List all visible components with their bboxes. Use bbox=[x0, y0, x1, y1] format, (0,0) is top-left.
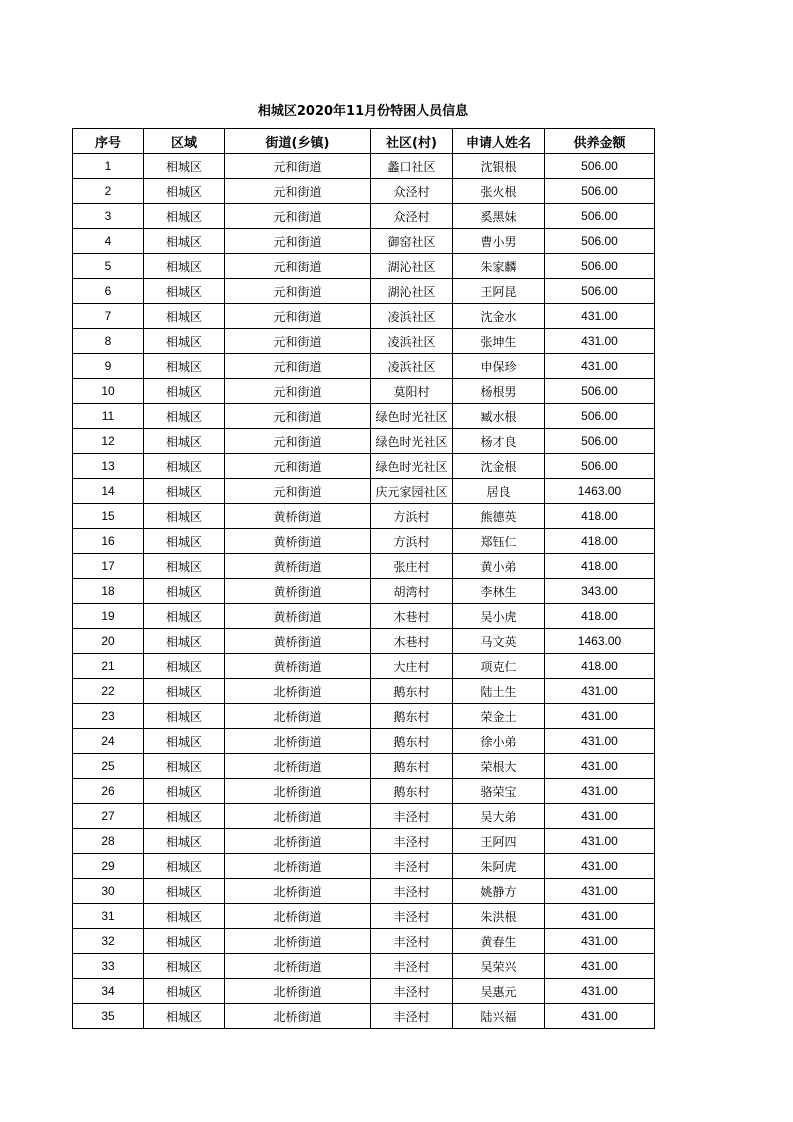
header-name: 申请人姓名 bbox=[453, 129, 545, 154]
cell-district: 相城区 bbox=[144, 854, 225, 879]
cell-district: 相城区 bbox=[144, 479, 225, 504]
cell-amount: 506.00 bbox=[545, 279, 655, 304]
cell-street: 元和街道 bbox=[225, 429, 371, 454]
cell-seq: 24 bbox=[73, 729, 144, 754]
cell-community: 众泾村 bbox=[371, 204, 453, 229]
table-header bbox=[73, 129, 655, 154]
cell-community: 凌浜社区 bbox=[371, 329, 453, 354]
cell-amount: 506.00 bbox=[545, 429, 655, 454]
cell-street: 北桥街道 bbox=[225, 704, 371, 729]
cell-amount: 506.00 bbox=[545, 229, 655, 254]
table-row bbox=[73, 279, 655, 304]
cell-seq: 23 bbox=[73, 704, 144, 729]
table-row bbox=[73, 779, 655, 804]
cell-amount: 431.00 bbox=[545, 804, 655, 829]
table-row bbox=[73, 954, 655, 979]
cell-street: 北桥街道 bbox=[225, 929, 371, 954]
cell-community: 蠡口社区 bbox=[371, 154, 453, 179]
table-row bbox=[73, 829, 655, 854]
cell-seq: 10 bbox=[73, 379, 144, 404]
cell-seq: 9 bbox=[73, 354, 144, 379]
cell-seq: 28 bbox=[73, 829, 144, 854]
cell-name: 吴荣兴 bbox=[453, 954, 545, 979]
cell-district: 相城区 bbox=[144, 979, 225, 1004]
cell-district: 相城区 bbox=[144, 179, 225, 204]
cell-seq: 8 bbox=[73, 329, 144, 354]
cell-community: 湖沁社区 bbox=[371, 254, 453, 279]
cell-street: 北桥街道 bbox=[225, 804, 371, 829]
cell-street: 元和街道 bbox=[225, 279, 371, 304]
cell-name: 李林生 bbox=[453, 579, 545, 604]
cell-amount: 431.00 bbox=[545, 954, 655, 979]
cell-name: 杨才良 bbox=[453, 429, 545, 454]
table-row bbox=[73, 854, 655, 879]
cell-amount: 418.00 bbox=[545, 654, 655, 679]
cell-district: 相城区 bbox=[144, 429, 225, 454]
cell-district: 相城区 bbox=[144, 204, 225, 229]
cell-district: 相城区 bbox=[144, 504, 225, 529]
cell-name: 姚静方 bbox=[453, 879, 545, 904]
cell-seq: 32 bbox=[73, 929, 144, 954]
cell-seq: 18 bbox=[73, 579, 144, 604]
page-title: 相城区2020年11月份特困人员信息 bbox=[257, 104, 469, 119]
cell-name: 徐小弟 bbox=[453, 729, 545, 754]
cell-community: 丰泾村 bbox=[371, 979, 453, 1004]
table-row bbox=[73, 554, 655, 579]
table-row bbox=[73, 179, 655, 204]
cell-community: 方浜村 bbox=[371, 529, 453, 554]
cell-community: 丰泾村 bbox=[371, 1004, 453, 1029]
cell-community: 御窑社区 bbox=[371, 229, 453, 254]
cell-seq: 26 bbox=[73, 779, 144, 804]
cell-street: 元和街道 bbox=[225, 304, 371, 329]
cell-street: 元和街道 bbox=[225, 379, 371, 404]
cell-name: 朱阿虎 bbox=[453, 854, 545, 879]
table-row bbox=[73, 304, 655, 329]
cell-amount: 506.00 bbox=[545, 379, 655, 404]
cell-district: 相城区 bbox=[144, 229, 225, 254]
cell-name: 骆荣宝 bbox=[453, 779, 545, 804]
cell-district: 相城区 bbox=[144, 604, 225, 629]
cell-amount: 1463.00 bbox=[545, 479, 655, 504]
cell-street: 北桥街道 bbox=[225, 904, 371, 929]
cell-community: 莫阳村 bbox=[371, 379, 453, 404]
cell-seq: 3 bbox=[73, 204, 144, 229]
cell-street: 北桥街道 bbox=[225, 854, 371, 879]
cell-district: 相城区 bbox=[144, 329, 225, 354]
cell-amount: 431.00 bbox=[545, 829, 655, 854]
cell-name: 黄春生 bbox=[453, 929, 545, 954]
cell-seq: 27 bbox=[73, 804, 144, 829]
table-row bbox=[73, 579, 655, 604]
cell-seq: 16 bbox=[73, 529, 144, 554]
cell-district: 相城区 bbox=[144, 579, 225, 604]
cell-amount: 418.00 bbox=[545, 529, 655, 554]
cell-name: 吴小虎 bbox=[453, 604, 545, 629]
header-seq: 序号 bbox=[73, 129, 144, 154]
cell-seq: 25 bbox=[73, 754, 144, 779]
cell-community: 木巷村 bbox=[371, 604, 453, 629]
cell-community: 方浜村 bbox=[371, 504, 453, 529]
cell-name: 项克仁 bbox=[453, 654, 545, 679]
cell-name: 吴大弟 bbox=[453, 804, 545, 829]
cell-street: 北桥街道 bbox=[225, 729, 371, 754]
table-row bbox=[73, 654, 655, 679]
cell-community: 丰泾村 bbox=[371, 829, 453, 854]
cell-community: 大庄村 bbox=[371, 654, 453, 679]
cell-street: 黄桥街道 bbox=[225, 504, 371, 529]
cell-street: 北桥街道 bbox=[225, 679, 371, 704]
cell-amount: 431.00 bbox=[545, 979, 655, 1004]
cell-name: 居良 bbox=[453, 479, 545, 504]
cell-district: 相城区 bbox=[144, 379, 225, 404]
cell-name: 王阿昆 bbox=[453, 279, 545, 304]
cell-amount: 431.00 bbox=[545, 879, 655, 904]
cell-seq: 11 bbox=[73, 404, 144, 429]
cell-seq: 15 bbox=[73, 504, 144, 529]
table-row bbox=[73, 704, 655, 729]
cell-amount: 431.00 bbox=[545, 304, 655, 329]
cell-street: 北桥街道 bbox=[225, 754, 371, 779]
cell-name: 沈银根 bbox=[453, 154, 545, 179]
cell-district: 相城区 bbox=[144, 629, 225, 654]
cell-seq: 31 bbox=[73, 904, 144, 929]
cell-amount: 431.00 bbox=[545, 754, 655, 779]
cell-amount: 431.00 bbox=[545, 729, 655, 754]
cell-seq: 19 bbox=[73, 604, 144, 629]
cell-district: 相城区 bbox=[144, 654, 225, 679]
cell-amount: 431.00 bbox=[545, 1004, 655, 1029]
table-row bbox=[73, 629, 655, 654]
cell-seq: 12 bbox=[73, 429, 144, 454]
cell-community: 丰泾村 bbox=[371, 804, 453, 829]
cell-name: 荣金土 bbox=[453, 704, 545, 729]
cell-name: 黄小弟 bbox=[453, 554, 545, 579]
cell-amount: 431.00 bbox=[545, 679, 655, 704]
table-row bbox=[73, 529, 655, 554]
cell-amount: 418.00 bbox=[545, 604, 655, 629]
cell-district: 相城区 bbox=[144, 754, 225, 779]
cell-amount: 506.00 bbox=[545, 454, 655, 479]
cell-street: 北桥街道 bbox=[225, 954, 371, 979]
cell-community: 鹅东村 bbox=[371, 754, 453, 779]
cell-district: 相城区 bbox=[144, 704, 225, 729]
cell-seq: 1 bbox=[73, 154, 144, 179]
cell-seq: 7 bbox=[73, 304, 144, 329]
cell-district: 相城区 bbox=[144, 154, 225, 179]
cell-name: 荣根大 bbox=[453, 754, 545, 779]
cell-seq: 14 bbox=[73, 479, 144, 504]
cell-name: 马文英 bbox=[453, 629, 545, 654]
cell-community: 绿色时光社区 bbox=[371, 454, 453, 479]
table-row bbox=[73, 429, 655, 454]
cell-district: 相城区 bbox=[144, 279, 225, 304]
cell-name: 陆兴福 bbox=[453, 1004, 545, 1029]
cell-name: 申保珍 bbox=[453, 354, 545, 379]
cell-community: 丰泾村 bbox=[371, 954, 453, 979]
table-row bbox=[73, 904, 655, 929]
cell-community: 丰泾村 bbox=[371, 929, 453, 954]
cell-district: 相城区 bbox=[144, 354, 225, 379]
cell-seq: 2 bbox=[73, 179, 144, 204]
cell-community: 鹅东村 bbox=[371, 729, 453, 754]
cell-street: 北桥街道 bbox=[225, 779, 371, 804]
cell-seq: 30 bbox=[73, 879, 144, 904]
cell-amount: 418.00 bbox=[545, 504, 655, 529]
cell-name: 朱家麟 bbox=[453, 254, 545, 279]
table-row bbox=[73, 604, 655, 629]
table-row bbox=[73, 254, 655, 279]
cell-name: 曹小男 bbox=[453, 229, 545, 254]
cell-community: 湖沁社区 bbox=[371, 279, 453, 304]
cell-street: 元和街道 bbox=[225, 454, 371, 479]
cell-name: 郑钰仁 bbox=[453, 529, 545, 554]
cell-name: 臧水根 bbox=[453, 404, 545, 429]
table-row bbox=[73, 454, 655, 479]
cell-amount: 506.00 bbox=[545, 154, 655, 179]
cell-community: 木巷村 bbox=[371, 629, 453, 654]
cell-seq: 35 bbox=[73, 1004, 144, 1029]
cell-street: 黄桥街道 bbox=[225, 654, 371, 679]
cell-district: 相城区 bbox=[144, 554, 225, 579]
header-district: 区域 bbox=[144, 129, 225, 154]
cell-seq: 5 bbox=[73, 254, 144, 279]
cell-seq: 21 bbox=[73, 654, 144, 679]
cell-street: 北桥街道 bbox=[225, 1004, 371, 1029]
cell-street: 元和街道 bbox=[225, 179, 371, 204]
cell-district: 相城区 bbox=[144, 404, 225, 429]
cell-street: 黄桥街道 bbox=[225, 554, 371, 579]
cell-name: 王阿四 bbox=[453, 829, 545, 854]
recipient-table bbox=[72, 128, 655, 1029]
table-row bbox=[73, 154, 655, 179]
table-row bbox=[73, 729, 655, 754]
header-street: 街道(乡镇) bbox=[225, 129, 371, 154]
cell-district: 相城区 bbox=[144, 954, 225, 979]
cell-street: 元和街道 bbox=[225, 204, 371, 229]
table-row bbox=[73, 979, 655, 1004]
table-row bbox=[73, 354, 655, 379]
cell-community: 胡湾村 bbox=[371, 579, 453, 604]
cell-amount: 506.00 bbox=[545, 254, 655, 279]
table-body bbox=[73, 154, 655, 1029]
cell-street: 元和街道 bbox=[225, 404, 371, 429]
cell-seq: 33 bbox=[73, 954, 144, 979]
cell-amount: 431.00 bbox=[545, 354, 655, 379]
cell-district: 相城区 bbox=[144, 1004, 225, 1029]
cell-community: 绿色时光社区 bbox=[371, 404, 453, 429]
table-row bbox=[73, 204, 655, 229]
cell-street: 北桥街道 bbox=[225, 979, 371, 1004]
cell-district: 相城区 bbox=[144, 804, 225, 829]
cell-name: 杨根男 bbox=[453, 379, 545, 404]
table-row bbox=[73, 1004, 655, 1029]
header-row bbox=[73, 129, 655, 154]
cell-amount: 431.00 bbox=[545, 329, 655, 354]
cell-seq: 17 bbox=[73, 554, 144, 579]
cell-district: 相城区 bbox=[144, 779, 225, 804]
cell-street: 元和街道 bbox=[225, 229, 371, 254]
cell-street: 元和街道 bbox=[225, 154, 371, 179]
cell-community: 鹅东村 bbox=[371, 679, 453, 704]
table-row bbox=[73, 404, 655, 429]
cell-district: 相城区 bbox=[144, 729, 225, 754]
cell-name: 张坤生 bbox=[453, 329, 545, 354]
cell-community: 凌浜社区 bbox=[371, 354, 453, 379]
table-row bbox=[73, 479, 655, 504]
cell-seq: 22 bbox=[73, 679, 144, 704]
cell-seq: 13 bbox=[73, 454, 144, 479]
cell-street: 黄桥街道 bbox=[225, 604, 371, 629]
cell-community: 庆元家园社区 bbox=[371, 479, 453, 504]
cell-community: 绿色时光社区 bbox=[371, 429, 453, 454]
cell-name: 陆土生 bbox=[453, 679, 545, 704]
cell-amount: 506.00 bbox=[545, 179, 655, 204]
cell-street: 元和街道 bbox=[225, 354, 371, 379]
cell-seq: 29 bbox=[73, 854, 144, 879]
cell-district: 相城区 bbox=[144, 529, 225, 554]
cell-name: 沈金根 bbox=[453, 454, 545, 479]
cell-district: 相城区 bbox=[144, 304, 225, 329]
table-row bbox=[73, 929, 655, 954]
cell-street: 北桥街道 bbox=[225, 879, 371, 904]
table-row bbox=[73, 504, 655, 529]
cell-name: 朱洪根 bbox=[453, 904, 545, 929]
cell-street: 北桥街道 bbox=[225, 829, 371, 854]
cell-community: 鹅东村 bbox=[371, 704, 453, 729]
cell-amount: 506.00 bbox=[545, 204, 655, 229]
cell-seq: 34 bbox=[73, 979, 144, 1004]
cell-street: 元和街道 bbox=[225, 479, 371, 504]
cell-community: 丰泾村 bbox=[371, 904, 453, 929]
cell-name: 沈金水 bbox=[453, 304, 545, 329]
cell-community: 鹅东村 bbox=[371, 779, 453, 804]
cell-district: 相城区 bbox=[144, 454, 225, 479]
cell-amount: 431.00 bbox=[545, 929, 655, 954]
cell-amount: 431.00 bbox=[545, 704, 655, 729]
cell-name: 吴惠元 bbox=[453, 979, 545, 1004]
cell-district: 相城区 bbox=[144, 929, 225, 954]
cell-seq: 20 bbox=[73, 629, 144, 654]
cell-street: 黄桥街道 bbox=[225, 529, 371, 554]
cell-street: 黄桥街道 bbox=[225, 629, 371, 654]
cell-district: 相城区 bbox=[144, 904, 225, 929]
cell-seq: 6 bbox=[73, 279, 144, 304]
cell-district: 相城区 bbox=[144, 679, 225, 704]
cell-amount: 343.00 bbox=[545, 579, 655, 604]
cell-amount: 431.00 bbox=[545, 854, 655, 879]
header-community: 社区(村) bbox=[371, 129, 453, 154]
cell-name: 熊德英 bbox=[453, 504, 545, 529]
table-row bbox=[73, 679, 655, 704]
table-row bbox=[73, 804, 655, 829]
cell-community: 凌浜社区 bbox=[371, 304, 453, 329]
cell-name: 张火根 bbox=[453, 179, 545, 204]
table-row bbox=[73, 879, 655, 904]
cell-amount: 431.00 bbox=[545, 904, 655, 929]
cell-street: 元和街道 bbox=[225, 254, 371, 279]
cell-name: 奚黑妹 bbox=[453, 204, 545, 229]
cell-community: 众泾村 bbox=[371, 179, 453, 204]
cell-district: 相城区 bbox=[144, 879, 225, 904]
cell-community: 丰泾村 bbox=[371, 879, 453, 904]
cell-community: 张庄村 bbox=[371, 554, 453, 579]
table-row bbox=[73, 754, 655, 779]
table-row bbox=[73, 379, 655, 404]
cell-amount: 1463.00 bbox=[545, 629, 655, 654]
table-row bbox=[73, 329, 655, 354]
cell-community: 丰泾村 bbox=[371, 854, 453, 879]
cell-seq: 4 bbox=[73, 229, 144, 254]
cell-district: 相城区 bbox=[144, 829, 225, 854]
table-row bbox=[73, 229, 655, 254]
cell-street: 元和街道 bbox=[225, 329, 371, 354]
cell-amount: 431.00 bbox=[545, 779, 655, 804]
cell-street: 黄桥街道 bbox=[225, 579, 371, 604]
cell-district: 相城区 bbox=[144, 254, 225, 279]
cell-amount: 418.00 bbox=[545, 554, 655, 579]
header-amount: 供养金额 bbox=[545, 129, 655, 154]
cell-amount: 506.00 bbox=[545, 404, 655, 429]
